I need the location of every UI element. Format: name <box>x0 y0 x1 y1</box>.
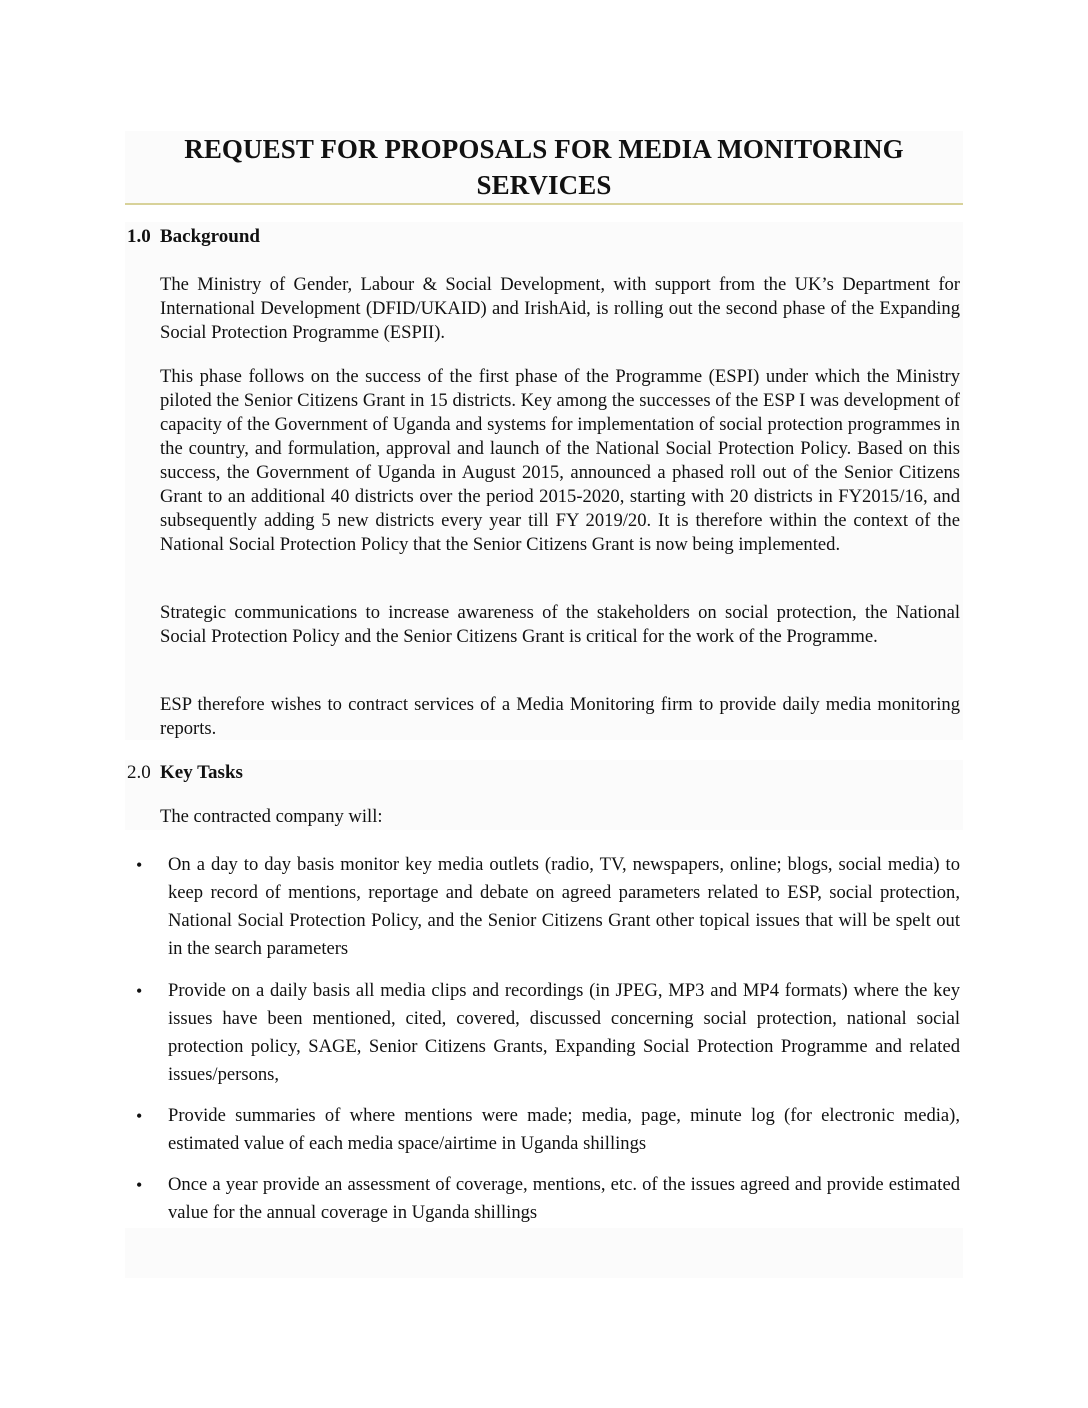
section-title: Key Tasks <box>160 762 243 783</box>
paragraph: The Ministry of Gender, Labour & Social Development, with support from the UK’s Department for International Development (DFID/UKAID) and IrishAid, is rolling out the second phase of the Expanding Social Protection Programme (ESPII). <box>160 274 960 343</box>
paragraph: This phase follows on the success of the first phase of the Programme (ESPI) under which the Ministry piloted the Senior Citizens Grant in 15 districts. Key among the successes of the ESP I was development of capacity of the Government of Uganda and systems for implementation of social protection programmes in the country, and formulation, approval and launch of the National Social Protection Policy. Based on this success, the Government of Uganda in August 2015, announced a phased roll out of the Senior Citizens Grant to an additional 40 districts over the period 2015-2020, starting with 20 districts in FY2015/16, and subsequently adding 5 new districts every year till FY 2019/20. It is therefore within the context of the National Social Protection Policy that the Senior Citizens Grant is now being implemented. <box>160 366 960 555</box>
section-number: 1.0 <box>127 226 151 247</box>
document-title: REQUEST FOR PROPOSALS FOR MEDIA MONITORING SERVICES <box>184 134 904 200</box>
section-title: Background <box>160 226 260 247</box>
bullet-icon: • <box>136 981 143 1001</box>
bullet-icon: • <box>136 1175 143 1195</box>
trailing-shade <box>125 1228 963 1278</box>
list-item-text: On a day to day basis monitor key media outlets (radio, TV, newspapers, online; blogs, social media) to keep record of mentions, reportage and debate on agreed parameters related to ESP, social protection, National Social Protection Policy, and the Senior Citizens Grant other topical issues that will be spelt out in the search parameters <box>168 854 960 959</box>
section-heading-background <box>127 225 260 249</box>
title-divider <box>125 203 963 205</box>
list-item-text: Once a year provide an assessment of coverage, mentions, etc. of the issues agreed and provide estimated value for the annual coverage in Uganda shillings <box>168 1174 960 1223</box>
list-item-text: Provide on a daily basis all media clips and recordings (in JPEG, MP3 and MP4 formats) where the key issues have been mentioned, cited, covered, discussed concerning social protection, national social protection policy, SAGE, Senior Citizens Grants, Expanding Social Protection Programme and related issues/persons, <box>168 980 960 1085</box>
list-item-text: Provide summaries of where mentions were made; media, page, minute log (for electronic media), estimated value of each media space/airtime in Uganda shillings <box>168 1105 960 1154</box>
section-number: 2.0 <box>127 762 151 783</box>
section-intro: The contracted company will: <box>160 806 383 827</box>
section-heading-key-tasks <box>127 761 243 785</box>
bullet-icon: • <box>136 1106 143 1126</box>
paragraph: Strategic communications to increase awareness of the stakeholders on social protection, the National Social Protection Policy and the Senior Citizens Grant is critical for the work of the Programme. <box>160 602 960 647</box>
bullet-icon: • <box>136 855 143 875</box>
paragraph: ESP therefore wishes to contract services of a Media Monitoring firm to provide daily media monitoring reports. <box>160 694 960 739</box>
